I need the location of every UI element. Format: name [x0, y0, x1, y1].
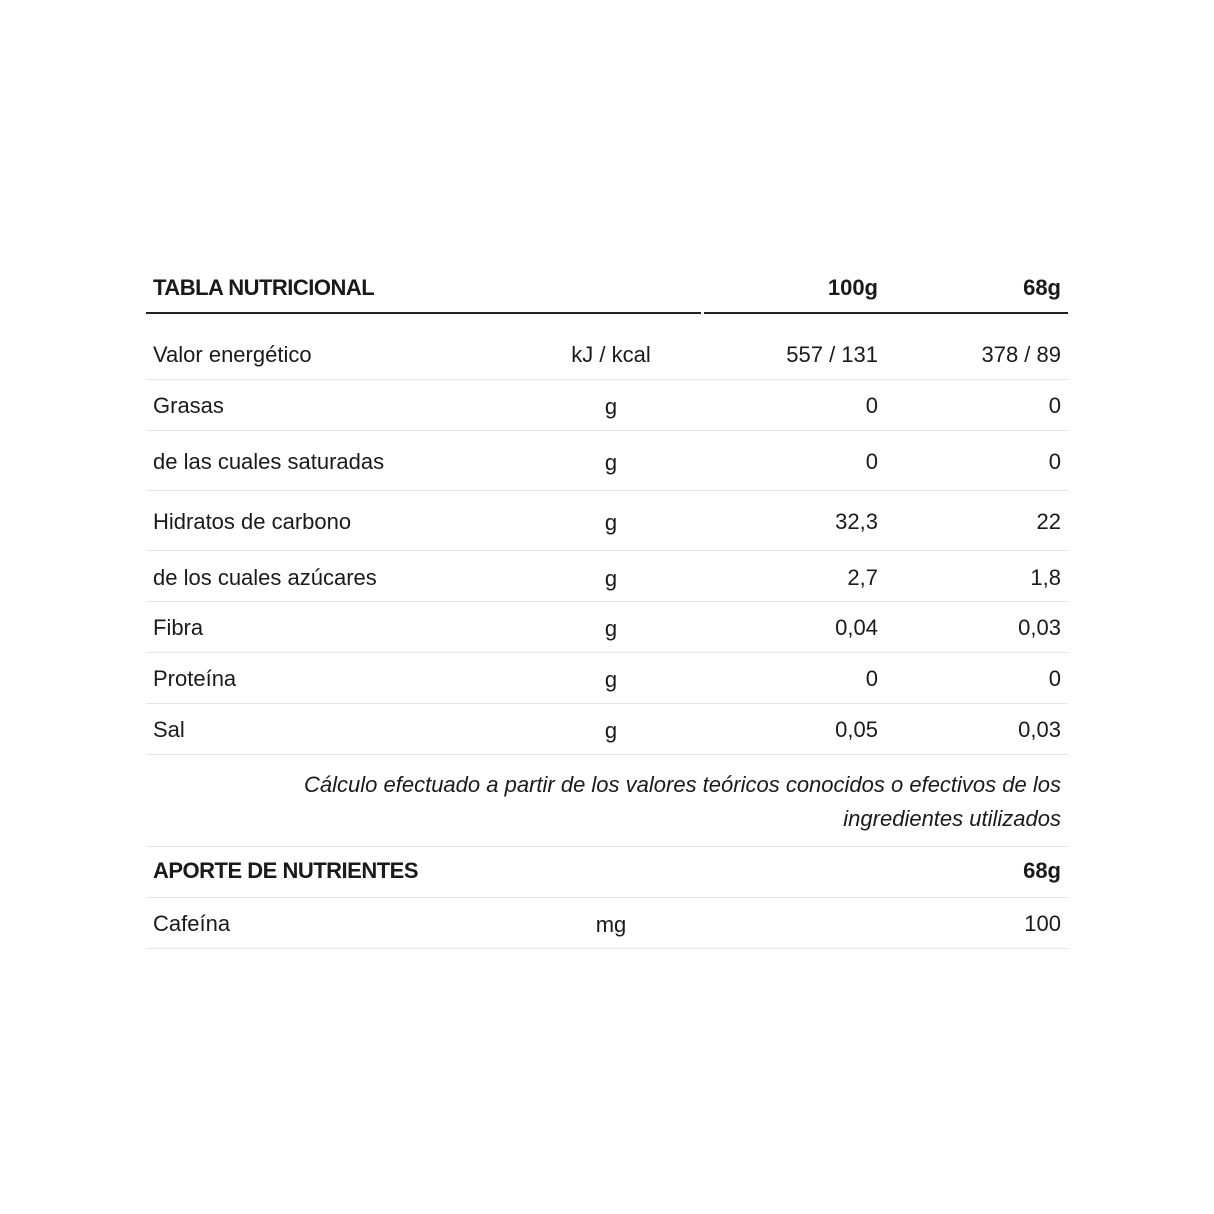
row-value-100g: 0 — [865, 666, 878, 691]
row-label: de los cuales azúcares — [153, 565, 377, 590]
row-value-68g: 0,03 — [1018, 717, 1061, 742]
table-row — [146, 491, 1068, 551]
row-label: Fibra — [153, 615, 204, 640]
row-label: de las cuales saturadas — [153, 449, 385, 474]
row-value-100g: 0,04 — [835, 615, 878, 640]
row-label: Hidratos de carbono — [153, 509, 352, 534]
row-unit: mg — [595, 912, 627, 937]
row-value-68g: 0 — [1048, 449, 1061, 474]
column-header-100g: 100g — [827, 275, 878, 300]
row-value-68g: 0,03 — [1018, 615, 1061, 640]
row-unit: g — [604, 510, 618, 535]
row-value-100g: 0 — [865, 393, 878, 418]
row-unit: g — [604, 394, 618, 419]
row-label: Valor energético — [153, 342, 312, 367]
table-row — [146, 314, 1068, 380]
column-header-68g: 68g — [1023, 275, 1061, 300]
nutrition-table — [146, 262, 1068, 949]
table-row — [146, 898, 1068, 949]
row-unit: g — [604, 718, 618, 743]
row-unit: g — [604, 450, 618, 475]
table-row — [146, 431, 1068, 491]
row-label: Cafeína — [153, 911, 231, 936]
calculation-note: Cálculo efectuado a partir de los valores teóricos conocidos o efectivos de los ingredientes utilizados — [146, 755, 1068, 847]
table-row — [146, 380, 1068, 431]
row-value-68g: 100 — [1024, 911, 1061, 936]
row-value-100g: 0 — [865, 449, 878, 474]
nutrients-header — [146, 847, 1068, 898]
table-row — [146, 602, 1068, 653]
row-value-68g: 0 — [1048, 666, 1061, 691]
row-label: Proteína — [153, 666, 237, 691]
row-label: Sal — [153, 717, 185, 742]
table-row — [146, 704, 1068, 755]
nutrients-column-header-68g: 68g — [1023, 858, 1061, 883]
row-label: Grasas — [153, 393, 224, 418]
nutrients-title: APORTE DE NUTRIENTES — [153, 858, 419, 883]
row-value-100g: 557 / 131 — [786, 342, 878, 367]
row-unit: g — [604, 667, 618, 692]
table-header — [146, 262, 1068, 314]
row-value-100g: 2,7 — [847, 565, 878, 590]
row-unit: g — [604, 616, 618, 641]
row-value-68g: 1,8 — [1030, 565, 1061, 590]
table-title: TABLA NUTRICIONAL — [153, 275, 375, 300]
table-row — [146, 551, 1068, 602]
row-value-68g: 378 / 89 — [981, 342, 1061, 367]
row-value-68g: 0 — [1048, 393, 1061, 418]
table-row — [146, 653, 1068, 704]
row-unit: g — [604, 566, 618, 591]
row-value-68g: 22 — [1036, 509, 1061, 534]
row-value-100g: 0,05 — [835, 717, 878, 742]
row-unit: kJ / kcal — [571, 342, 651, 367]
row-value-100g: 32,3 — [835, 509, 878, 534]
